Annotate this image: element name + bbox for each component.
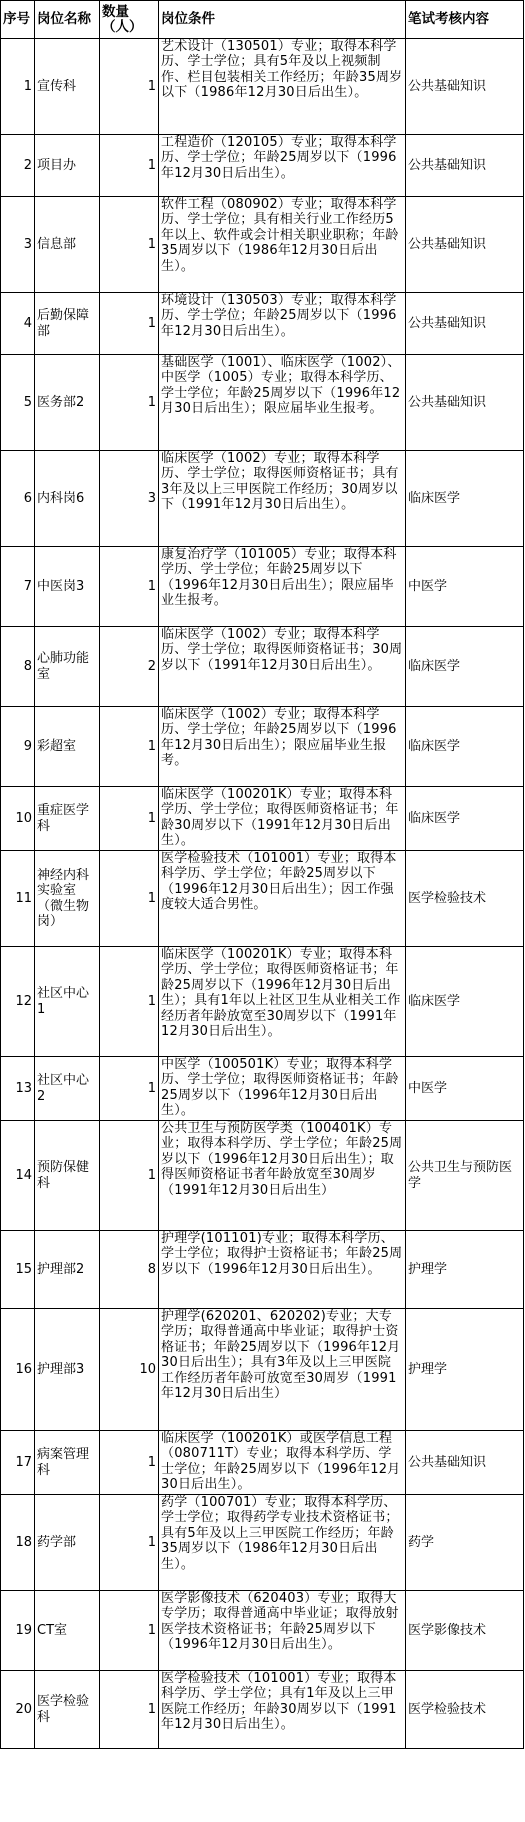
exam-content: 护理学	[406, 1309, 524, 1431]
exam-content: 临床医学	[406, 947, 524, 1057]
table-row	[1, 1231, 524, 1309]
requirements: 环境设计（130503）专业；取得本科学历、学士学位；年龄25周岁以下（1996年12月30日后出生）。	[159, 293, 406, 355]
row-index: 20	[1, 1671, 35, 1749]
exam-content: 公共基础知识	[406, 135, 524, 197]
quantity: 1	[100, 1591, 159, 1671]
requirements: 临床医学（1002）专业；取得本科学历、学士学位；取得医师资格证书；具有3年及以上三甲医院工作经历；30周岁以下（1991年12月30日后出生）。	[159, 451, 406, 547]
position-name: 宣传科	[35, 39, 100, 135]
table-row	[1, 1431, 524, 1495]
requirements: 公共卫生与预防医学类（100401K）专业；取得本科学历、学士学位；年龄25周岁以下（1996年12月30日后出生）；取得医师资格证书者年龄放宽至30周岁（1991年12月30日后出生）	[159, 1121, 406, 1231]
position-name: 病案管理科	[35, 1431, 100, 1495]
exam-content: 公共卫生与预防医学	[406, 1121, 524, 1231]
table-row	[1, 1309, 524, 1431]
requirements: 工程造价（120105）专业；取得本科学历、学士学位；年龄25周岁以下（1996年12月30日后出生）。	[159, 135, 406, 197]
table-row	[1, 1671, 524, 1749]
table-row	[1, 947, 524, 1057]
exam-content: 药学	[406, 1495, 524, 1591]
position-name: 项目办	[35, 135, 100, 197]
quantity: 1	[100, 1495, 159, 1591]
requirements: 临床医学（100201K）专业；取得本科学历、学士学位；取得医师资格证书；年龄30周岁以下（1991年12月30日后出生）。	[159, 787, 406, 851]
exam-content: 公共基础知识	[406, 39, 524, 135]
quantity: 1	[100, 1431, 159, 1495]
exam-content: 公共基础知识	[406, 197, 524, 293]
requirements: 临床医学（1002）专业；取得本科学历、学士学位；年龄25周岁以下（1996年12月30日后出生）；限应届毕业生报考。	[159, 707, 406, 787]
table-row	[1, 1057, 524, 1121]
requirements: 临床医学（100201K）专业；取得本科学历、学士学位；取得医师资格证书；年龄25周岁以下（1996年12月30日后出生）；具有1年以上社区卫生从业相关工作经历者年龄放宽至30周岁以下（1991年12月30日后出生）。	[159, 947, 406, 1057]
exam-content: 医学检验技术	[406, 1671, 524, 1749]
row-index: 18	[1, 1495, 35, 1591]
exam-content: 医学影像技术	[406, 1591, 524, 1671]
table-row	[1, 1121, 524, 1231]
requirements: 中医学（100501K）专业；取得本科学历、学士学位；取得医师资格证书；年龄25周岁以下（1996年12月30日后出生）。	[159, 1057, 406, 1121]
position-name: 彩超室	[35, 707, 100, 787]
exam-content: 临床医学	[406, 787, 524, 851]
table-row	[1, 39, 524, 135]
position-name: 药学部	[35, 1495, 100, 1591]
row-index: 15	[1, 1231, 35, 1309]
exam-content: 公共基础知识	[406, 355, 524, 451]
requirements: 艺术设计（130501）专业；取得本科学历、学士学位；具有5年及以上视频制作、栏目包装相关工作经历；年龄35周岁以下（1986年12月30日后出生）。	[159, 39, 406, 135]
requirements: 医学检验技术（101001）专业；取得本科学历、学士学位；具有1年及以上三甲医院工作经历；年龄30周岁以下（1991年12月30日后出生）。	[159, 1671, 406, 1749]
quantity: 1	[100, 1671, 159, 1749]
position-name: 内科岗6	[35, 451, 100, 547]
table-row	[1, 787, 524, 851]
exam-content: 中医学	[406, 1057, 524, 1121]
exam-content: 临床医学	[406, 627, 524, 707]
quantity: 1	[100, 293, 159, 355]
header-requirements: 岗位条件	[159, 1, 406, 39]
row-index: 12	[1, 947, 35, 1057]
requirements: 康复治疗学（101005）专业；取得本科学历、学士学位；年龄25周岁以下（1996年12月30日后出生）；限应届毕业生报考。	[159, 547, 406, 627]
table-body	[1, 39, 524, 1749]
position-name: 预防保健科	[35, 1121, 100, 1231]
exam-content: 医学检验技术	[406, 851, 524, 947]
quantity: 1	[100, 851, 159, 947]
position-name: 医务部2	[35, 355, 100, 451]
quantity: 1	[100, 787, 159, 851]
position-name: 信息部	[35, 197, 100, 293]
row-index: 4	[1, 293, 35, 355]
position-name: 护理部2	[35, 1231, 100, 1309]
position-name: 医学检验科	[35, 1671, 100, 1749]
row-index: 13	[1, 1057, 35, 1121]
table-row	[1, 355, 524, 451]
row-index: 16	[1, 1309, 35, 1431]
position-name: 心肺功能室	[35, 627, 100, 707]
exam-content: 公共基础知识	[406, 293, 524, 355]
quantity: 1	[100, 355, 159, 451]
table-row	[1, 1495, 524, 1591]
exam-content: 公共基础知识	[406, 1431, 524, 1495]
table-row	[1, 135, 524, 197]
row-index: 8	[1, 627, 35, 707]
quantity: 1	[100, 1121, 159, 1231]
position-name: CT室	[35, 1591, 100, 1671]
row-index: 17	[1, 1431, 35, 1495]
row-index: 2	[1, 135, 35, 197]
row-index: 11	[1, 851, 35, 947]
table-row	[1, 627, 524, 707]
quantity: 3	[100, 451, 159, 547]
row-index: 19	[1, 1591, 35, 1671]
requirements: 医学检验技术（101001）专业；取得本科学历、学士学位；年龄25周岁以下（1996年12月30日后出生）；因工作强度较大适合男性。	[159, 851, 406, 947]
table-row	[1, 1591, 524, 1671]
row-index: 14	[1, 1121, 35, 1231]
position-name: 神经内科实验室（微生物岗）	[35, 851, 100, 947]
requirements: 护理学(101101)专业；取得本科学历、学士学位；取得护士资格证书；年龄25周岁以下（1996年12月30日后出生）。	[159, 1231, 406, 1309]
row-index: 9	[1, 707, 35, 787]
requirements: 软件工程（080902）专业；取得本科学历、学士学位；具有相关行业工作经历5年以上、软件或会计相关职业职称；年龄35周岁以下（1986年12月30日后出生）。	[159, 197, 406, 293]
row-index: 3	[1, 197, 35, 293]
row-index: 5	[1, 355, 35, 451]
row-index: 1	[1, 39, 35, 135]
position-name: 社区中心2	[35, 1057, 100, 1121]
header-position-name: 岗位名称	[35, 1, 100, 39]
quantity: 10	[100, 1309, 159, 1431]
position-name: 重症医学科	[35, 787, 100, 851]
exam-content: 护理学	[406, 1231, 524, 1309]
requirements: 临床医学（100201K）或医学信息工程（080711T）专业；取得本科学历、学士学位；年龄25周岁以下（1996年12月30日后出生）。	[159, 1431, 406, 1495]
quantity: 1	[100, 39, 159, 135]
exam-content: 中医学	[406, 547, 524, 627]
position-name: 护理部3	[35, 1309, 100, 1431]
table-row	[1, 197, 524, 293]
table-row	[1, 293, 524, 355]
row-index: 6	[1, 451, 35, 547]
exam-content: 临床医学	[406, 707, 524, 787]
exam-content: 临床医学	[406, 451, 524, 547]
quantity: 1	[100, 947, 159, 1057]
requirements: 药学（100701）专业；取得本科学历、学士学位；取得药学专业技术资格证书；具有5年及以上三甲医院工作经历；年龄35周岁以下（1986年12月30日后出生）。	[159, 1495, 406, 1591]
quantity: 1	[100, 707, 159, 787]
quantity: 1	[100, 197, 159, 293]
header-index: 序号	[1, 1, 35, 39]
quantity: 1	[100, 1057, 159, 1121]
header-quantity: 数量（人）	[100, 1, 159, 39]
requirements: 护理学(620201、620202)专业；大专学历；取得普通高中毕业证；取得护士资格证书；年龄25周岁以下（1996年12月30日后出生）；具有3年及以上三甲医院工作经历者年龄可放宽至30周岁（1991年12月30日后出生）	[159, 1309, 406, 1431]
quantity: 1	[100, 135, 159, 197]
requirements: 临床医学（1002）专业；取得本科学历、学士学位；取得医师资格证书；30周岁以下（1991年12月30日后出生）。	[159, 627, 406, 707]
quantity: 1	[100, 547, 159, 627]
row-index: 10	[1, 787, 35, 851]
header-exam-content: 笔试考核内容	[406, 1, 524, 39]
requirements: 医学影像技术（620403）专业；取得大专学历；取得普通高中毕业证；取得放射医学技术资格证书；年龄25周岁以下（1996年12月30日后出生）。	[159, 1591, 406, 1671]
requirements: 基础医学（1001）、临床医学（1002）、中医学（1005）专业；取得本科学历、学士学位；年龄25周岁以下（1996年12月30日后出生）；限应届毕业生报考。	[159, 355, 406, 451]
header-row	[1, 1, 524, 39]
position-name: 社区中心1	[35, 947, 100, 1057]
quantity: 2	[100, 627, 159, 707]
row-index: 7	[1, 547, 35, 627]
table-row	[1, 851, 524, 947]
table-row	[1, 451, 524, 547]
position-name: 中医岗3	[35, 547, 100, 627]
table-row	[1, 547, 524, 627]
quantity: 8	[100, 1231, 159, 1309]
table-row	[1, 707, 524, 787]
position-name: 后勤保障部	[35, 293, 100, 355]
